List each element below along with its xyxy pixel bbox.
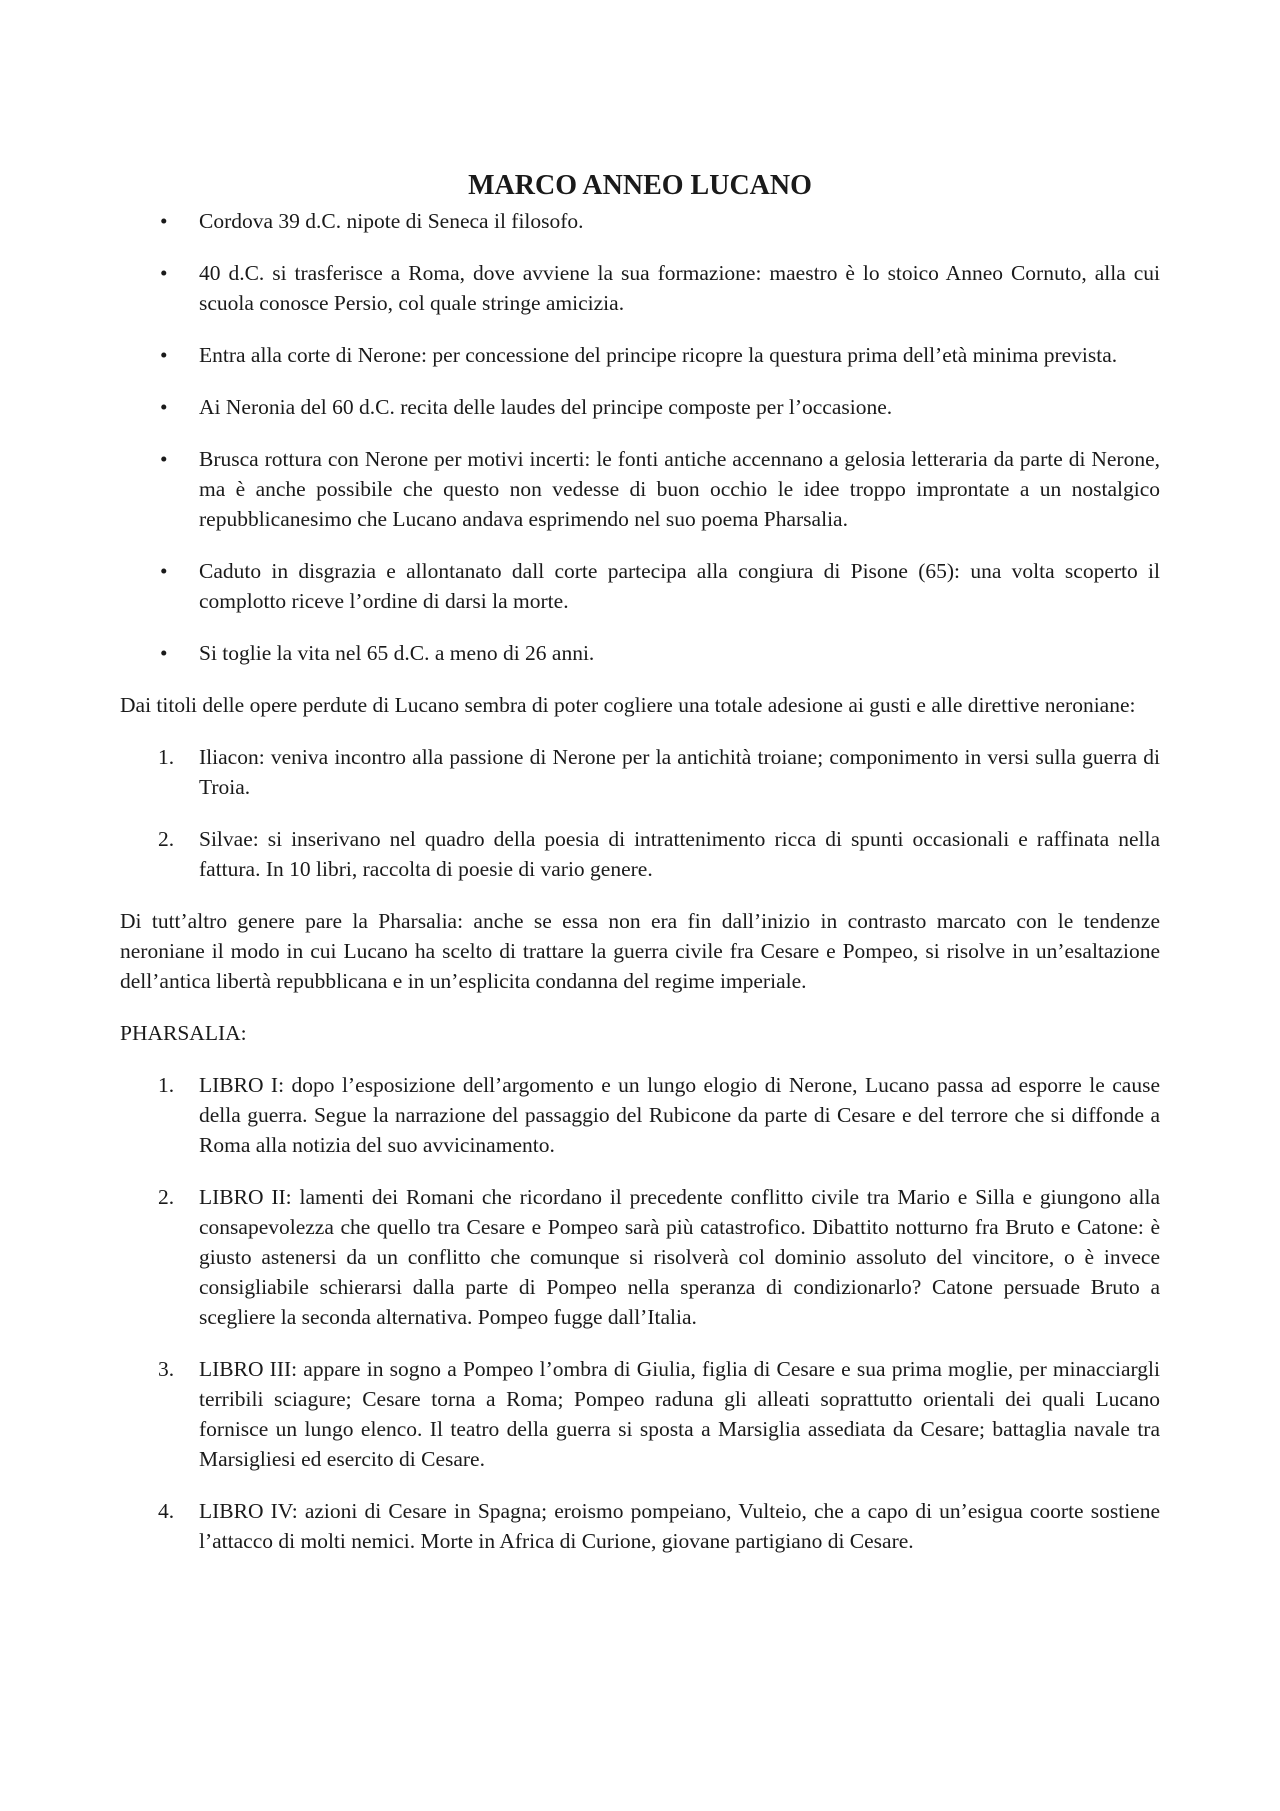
- list-number: 2.: [158, 827, 175, 851]
- bullet-icon: •: [160, 343, 168, 367]
- biography-list: [120, 206, 1160, 668]
- list-number: 4.: [158, 1499, 175, 1523]
- biography-text: Brusca rottura con Nerone per motivi incerti: le fonti antiche accennano a gelosia letteraria da parte di Nerone, ma è anche possibile che questo non vedesse di buon occhio le idee troppo improntate a un nostalgico repubblicanesimo che Lucano andava esprimendo nel suo poema Pharsalia.: [199, 447, 1160, 531]
- opera-item: [120, 824, 1160, 884]
- list-number: 1.: [158, 1073, 175, 1097]
- pharsalia-intro-paragraph: Di tutt’altro genere pare la Pharsalia: anche se essa non era fin dall’inizio in contrasto marcato con le tendenze neroniane il modo in cui Lucano ha scelto di trattare la guerra civile fra Cesare e Pompeo, si risolve in un’esaltazione dell’antica libertà repubblicana e in un’esplicita condanna del regime imperiale.: [120, 909, 1160, 993]
- list-number: 1.: [158, 745, 175, 769]
- opere-list: [120, 742, 1160, 884]
- bullet-icon: •: [160, 641, 168, 665]
- biography-item: [120, 444, 1160, 534]
- libro-text: LIBRO IV: azioni di Cesare in Spagna; eroismo pompeiano, Vulteio, che a capo di un’esigua coorte sostiene l’attacco di molti nemici. Morte in Africa di Curione, giovane partigiano di Cesare.: [199, 1499, 1160, 1553]
- biography-text: Cordova 39 d.C. nipote di Seneca il filosofo.: [199, 209, 584, 233]
- biography-item: [120, 206, 1160, 236]
- document-title: MARCO ANNEO LUCANO: [468, 169, 812, 201]
- document-body: [120, 206, 1160, 1578]
- libro-item: [120, 1354, 1160, 1474]
- list-number: 2.: [158, 1185, 175, 1209]
- bullet-icon: •: [160, 209, 168, 233]
- libro-item: [120, 1496, 1160, 1556]
- biography-item: [120, 556, 1160, 616]
- opera-text: Iliacon: veniva incontro alla passione di Nerone per la antichità troiane; componimento in versi sulla guerra di Troia.: [199, 745, 1160, 799]
- opere-intro-paragraph: Dai titoli delle opere perdute di Lucano sembra di poter cogliere una totale adesione ai gusti e alle direttive neroniane:: [120, 693, 1136, 717]
- libro-text: LIBRO I: dopo l’esposizione dell’argomento e un lungo elogio di Nerone, Lucano passa ad esporre le cause della guerra. Segue la narrazione del passaggio del Rubicone da parte di Cesare e del terrore che si diffonde a Roma alla notizia del suo avvicinamento.: [199, 1073, 1160, 1157]
- list-number: 3.: [158, 1357, 175, 1381]
- biography-text: Caduto in disgrazia e allontanato dall corte partecipa alla congiura di Pisone (65): una volta scoperto il complotto riceve l’ordine di darsi la morte.: [199, 559, 1160, 613]
- libro-text: LIBRO II: lamenti dei Romani che ricordano il precedente conflitto civile tra Mario e Silla e giungono alla consapevolezza che quello tra Cesare e Pompeo sarà più catastrofico. Dibattito notturno fra Bruto e Catone: è giusto astenersi da un conflitto che comunque si risolverà col dominio assoluto del vincitore, o è invece consigliabile schierarsi dalla parte di Pompeo nella speranza di condizionarlo? Catone persuade Bruto a scegliere la seconda alternativa. Pompeo fugge dall’Italia.: [199, 1185, 1160, 1329]
- biography-item: [120, 638, 1160, 668]
- libro-item: [120, 1070, 1160, 1160]
- libro-item: [120, 1182, 1160, 1332]
- biography-item: [120, 258, 1160, 318]
- libro-text: LIBRO III: appare in sogno a Pompeo l’ombra di Giulia, figlia di Cesare e sua prima moglie, per minacciargli terribili sciagure; Cesare torna a Roma; Pompeo raduna gli alleati soprattutto orientali dei quali Lucano fornisce un lungo elenco. Il teatro della guerra si sposta a Marsiglia assediata da Cesare; battaglia navale tra Marsigliesi ed esercito di Cesare.: [199, 1357, 1160, 1471]
- biography-item: [120, 340, 1160, 370]
- biography-text: Ai Neronia del 60 d.C. recita delle laudes del principe composte per l’occasione.: [199, 395, 893, 419]
- bullet-icon: •: [160, 261, 168, 285]
- libri-list: [120, 1070, 1160, 1556]
- opera-text: Silvae: si inserivano nel quadro della poesia di intrattenimento ricca di spunti occasionali e raffinata nella fattura. In 10 libri, raccolta di poesie di vario genere.: [199, 827, 1160, 881]
- bullet-icon: •: [160, 447, 168, 471]
- opera-item: [120, 742, 1160, 802]
- bullet-icon: •: [160, 559, 168, 583]
- biography-text: Si toglie la vita nel 65 d.C. a meno di 26 anni.: [199, 641, 595, 665]
- pharsalia-heading: PHARSALIA:: [120, 1021, 247, 1045]
- bullet-icon: •: [160, 395, 168, 419]
- biography-text: 40 d.C. si trasferisce a Roma, dove avviene la sua formazione: maestro è lo stoico Anneo Cornuto, alla cui scuola conosce Persio, col quale stringe amicizia.: [199, 261, 1160, 315]
- biography-item: [120, 392, 1160, 422]
- biography-text: Entra alla corte di Nerone: per concessione del principe ricopre la questura prima dell’età minima prevista.: [199, 343, 1118, 367]
